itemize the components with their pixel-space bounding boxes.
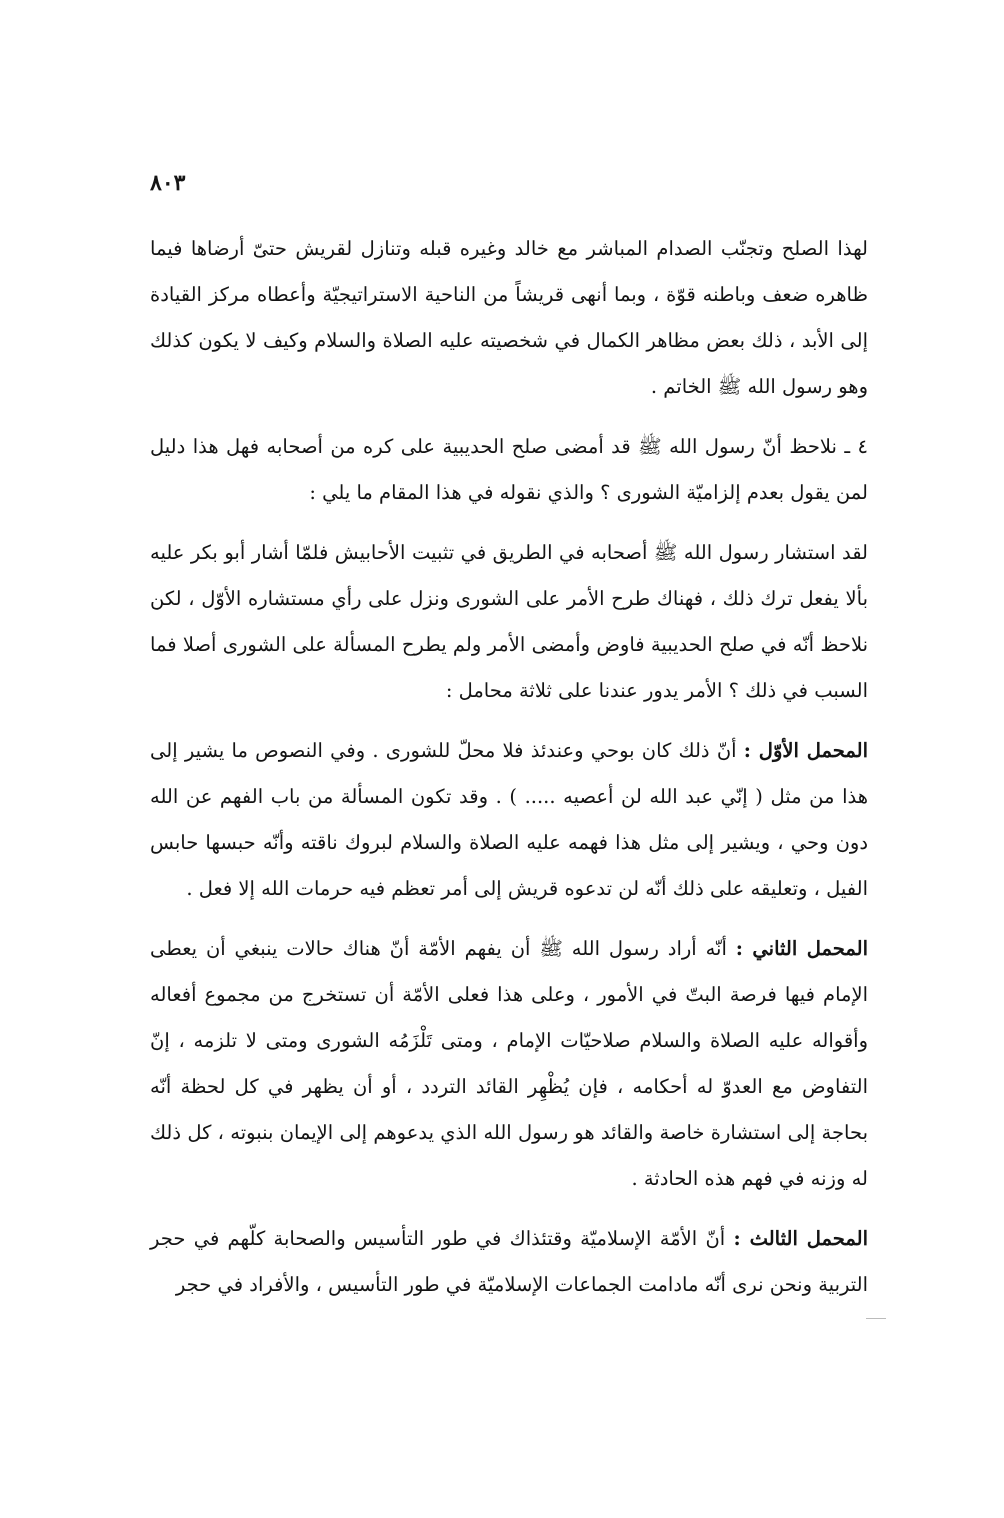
body-text [150,226,868,1322]
paragraph-5-lead: المحمل الثاني : [735,937,868,960]
paragraph-6 [150,1216,868,1308]
paragraph-1: لهذا الصلح وتجنّب الصدام المباشر مع خالد وغيره قبله وتنازل لقريش حتىّ أرضاها فيما ظاهره ضعف وباطنه قوّة ، وبما أنهى قريشاً من الناحية الاستراتيجيّة وأعطاه مركز القيادة إلى الأبد ، ذلك بعض مظاهر الكمال في شخصيته عليه الصلاة والسلام وكيف لا يكون كذلك وهو رسول الله ﷺ الخاتم . [150,237,868,398]
paragraph-4-text: أنّ ذلك كان بوحي وعندئذ فلا محلّ للشورى . وفي النصوص ما يشير إلى هذا من مثل ( إنّي عبد الله لن أعصيه ..... ) . وقد تكون المسألة من باب الفهم عن الله دون وحي ، ويشير إلى مثل هذا فهمه عليه الصلاة والسلام لبروك ناقته وأنّه حبسها حابس الفيل ، وتعليقه على ذلك أنّه لن تدعوه قريش إلى أمر تعظم فيه حرمات الله إلا فعل . [150,739,868,900]
page-number: ٨٠٣ [150,170,186,196]
paragraph-5-text: أنّه أراد رسول الله ﷺ أن يفهم الأمّة أنّ هناك حالات ينبغي أن يعطى الإمام فيها فرصة البتّ في الأمور ، وعلى هذا فعلى الأمّة أن تستخرج من مجموع أفعاله وأقواله عليه الصلاة والسلام صلاحيّات الإمام ، ومتى تَلْزَمُه الشورى ومتى لا تلزمه ، إنّ التفاوض مع العدوّ له أحكامه ، فإن يُظْهِر القائد التردد ، أو أن يظهر في كل لحظة أنّه بحاجة إلى استشارة خاصة والقائد هو رسول الله الذي يدعوهم إلى الإيمان بنبوته ، كل ذلك له وزنه في فهم هذه الحادثة . [150,937,868,1190]
scan-mark [866,1318,886,1319]
paragraph-2: ٤ ـ نلاحظ أنّ رسول الله ﷺ قد أمضى صلح الحديبية على كره من أصحابه فهل هذا دليل لمن يقول بعدم إلزاميّة الشورى ؟ والذي نقوله في هذا المقام ما يلي : [150,435,868,504]
paragraph-4-lead: المحمل الأوّل : [743,739,868,762]
paragraph-6-lead: المحمل الثالث : [733,1227,869,1250]
paragraph-3: لقد استشار رسول الله ﷺ أصحابه في الطريق في تثبيت الأحابيش فلمّا أشار أبو بكر عليه بألا يفعل ترك ذلك ، فهناك طرح الأمر على الشورى ونزل على رأي مستشاره الأوّل ، لكن نلاحظ أنّه في صلح الحديبية فاوض وأمضى الأمر ولم يطرح المسألة على الشورى أصلا فما السبب في ذلك ؟ الأمر يدور عندنا على ثلاثة محامل : [150,541,868,702]
paragraph-4 [150,728,868,912]
paragraph-6-text: أنّ الأمّة الإسلاميّة وقتئذاك في طور التأسيس والصحابة كلّهم في حجر التربية ونحن نرى أنّه مادامت الجماعات الإسلاميّة في طور التأسيس ، والأفراد في حجر [150,1227,868,1296]
paragraph-5 [150,926,868,1202]
